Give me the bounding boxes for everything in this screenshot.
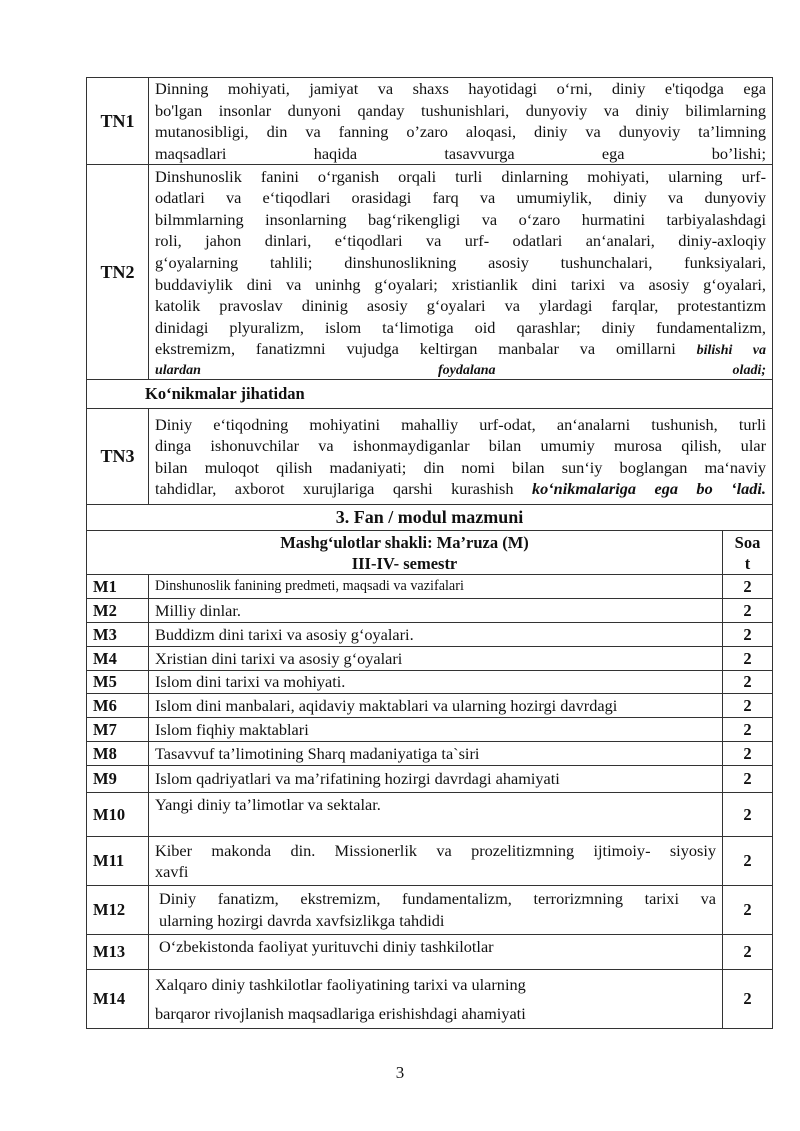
table-row (87, 970, 773, 1029)
outcome-line: Dinshunoslik fanini o‘rganish orqali turli dinlarning mohiyati, ularning urf- (155, 166, 766, 186)
module-code: M6 (87, 694, 149, 718)
outcome-text (149, 409, 773, 505)
table-row (87, 718, 773, 742)
outcome-row (87, 78, 773, 165)
module-title-line: Diniy fanatizm, ekstremizm, fundamentalizm, terrorizmning tarixi va (159, 889, 716, 908)
outcome-line: Dinning mohiyati, jamiyat va shaxs hayotidagi o‘rni, diniy e'tiqodga ega (155, 79, 766, 98)
skills-heading-row (87, 380, 773, 409)
table-row (87, 599, 773, 623)
outcome-line-plain: ekstremizm, fanatizmni vujudga keltirgan manbalar va omillarni (155, 339, 676, 359)
module-title: O‘zbekistonda faoliyat yurituvchi diniy tashkilotlar (149, 935, 723, 970)
outcome-line: buddaviylik dini va uninhg g‘oyalari; xristianlik dini tarixi va asosiy g‘oyalari, (155, 274, 766, 294)
module-code: M8 (87, 742, 149, 766)
outcome-text (149, 78, 773, 165)
module-title (149, 970, 723, 1029)
module-hours: 2 (723, 766, 773, 793)
outcome-code: TN1 (87, 78, 149, 165)
outcome-row (87, 165, 773, 380)
table-header-row (87, 531, 773, 575)
table-row (87, 766, 773, 793)
hours-header-line: t (744, 553, 751, 573)
module-hours: 2 (723, 837, 773, 886)
module-title: Milliy dinlar. (149, 599, 723, 623)
module-code: M2 (87, 599, 149, 623)
module-title-line: xavfi (155, 862, 189, 881)
outcome-row (87, 409, 773, 505)
module-hours: 2 (723, 647, 773, 671)
table-row (87, 623, 773, 647)
module-code: M10 (87, 793, 149, 837)
module-code: M14 (87, 970, 149, 1029)
module-code: M9 (87, 766, 149, 793)
section-title-row (87, 505, 773, 531)
outcome-code: TN3 (87, 409, 149, 505)
lesson-form-label: Mashg‘ulotlar shakli: Ma’ruza (M) (280, 532, 529, 552)
module-title: Islom dini tarixi va mohiyati. (149, 671, 723, 694)
outcome-line: dinidagi plyuralizm, islom ta‘limotiga oid qarashlar; diniy fundamentalizm, (155, 317, 766, 337)
module-code: M4 (87, 647, 149, 671)
outcome-line: roli, jahon dinlari, e‘tiqodlari va urf- odatlari an‘analari, diniy-axloqiy (155, 231, 766, 251)
module-title: Dinshunoslik fanining predmeti, maqsadi va vazifalari (149, 575, 723, 599)
table-row (87, 886, 773, 935)
module-title-line: barqaror rivojlanish maqsadlariga erishishdagi ahamiyati (155, 1004, 526, 1023)
module-title: Yangi diniy ta’limotlar va sektalar. (149, 793, 723, 837)
outcome-text (149, 165, 773, 380)
module-title: Tasavvuf ta’limotining Sharq madaniyatiga ta`siri (149, 742, 723, 766)
table-row (87, 935, 773, 970)
table-row (87, 647, 773, 671)
outcome-line (155, 478, 766, 500)
module-hours: 2 (723, 935, 773, 970)
module-title: Xristian dini tarixi va asosiy g‘oyalari (149, 647, 723, 671)
module-title: Islom dini manbalari, aqidaviy maktablari va ularning hozirgi davrdagi (149, 694, 723, 718)
skills-heading: Ko‘nikmalar jihatidan (87, 380, 773, 409)
outcome-line: bilan muloqot qilish madaniyati; din nomi bilan sun‘iy boglangan ma‘naviy (155, 457, 766, 477)
module-code: M13 (87, 935, 149, 970)
module-hours: 2 (723, 623, 773, 647)
hours-header-line: Soa (734, 532, 761, 552)
module-hours: 2 (723, 793, 773, 837)
module-hours: 2 (723, 718, 773, 742)
table-row (87, 837, 773, 886)
table-row (87, 575, 773, 599)
lesson-form-header (87, 531, 723, 575)
module-hours: 2 (723, 886, 773, 935)
outcome-line: dinga ishonuvchilar va ishonmaydiganlar bilan umumiy murosa qilish, ular (155, 436, 766, 456)
module-title-line: Xalqaro diniy tashkilotlar faoliyatining tarixi va ularning (155, 975, 526, 994)
module-code: M3 (87, 623, 149, 647)
module-code: M1 (87, 575, 149, 599)
table-row (87, 671, 773, 694)
outcome-line: bo'lgan insonlar dunyoni qanday tushunishlari, dunyoviy va diniy bilimlarning (155, 100, 766, 120)
outcome-line: bilmmlarning insonlarning bag‘rikengligi va o‘zaro hurmatini tarbiyalashdagi (155, 209, 766, 229)
learning-outcomes-table (86, 77, 773, 505)
module-title-line: Kiber makonda din. Missionerlik va prozelitizmning ijtimoiy- siyosiy (155, 841, 716, 860)
module-code: M7 (87, 718, 149, 742)
module-hours: 2 (723, 970, 773, 1029)
outcome-line: g‘oyalarning tahlili; dinshunoslikning asosiy tushunchalari, funksiyalari, (155, 253, 766, 273)
outcome-line: Diniy e‘tiqodning mohiyatini mahalliy urf-odat, an‘analarni tushunish, turli (155, 414, 766, 434)
module-hours: 2 (723, 575, 773, 599)
module-hours: 2 (723, 742, 773, 766)
emphasis-text: ko‘nikmalariga ega bo ‘ladi. (531, 479, 766, 499)
outcome-code: TN2 (87, 165, 149, 380)
hours-header (723, 531, 773, 575)
page-number: 3 (395, 1063, 405, 1082)
module-code: M11 (87, 837, 149, 886)
outcome-line: maqsadlari haqida tasavvurga ega bo’lishi; (155, 143, 766, 163)
table-row (87, 742, 773, 766)
module-title: Islom fiqhiy maktablari (149, 718, 723, 742)
outcome-line-plain: tahdidlar, axborot xurujlariga qarshi kurashish (155, 479, 514, 499)
module-title: Islom qadriyatlari va ma’rifatining hozirgi davrdagi ahamiyati (149, 766, 723, 793)
semester-label: III-IV- semestr (351, 553, 458, 573)
outcome-line: odatlari va e‘tiqodlari orasidagi farq va umumiylik, diniy va dunyoviy (155, 188, 766, 208)
module-hours: 2 (723, 671, 773, 694)
emphasis-text: bilishi va (696, 343, 766, 359)
module-title: Buddizm dini tarixi va asosiy g‘oyalari. (149, 623, 723, 647)
outcome-line: mutanosibligi, din va fanning o’zaro aloqasi, diniy va dunyoviy ta’limning (155, 122, 766, 142)
table-row (87, 694, 773, 718)
module-title (149, 837, 723, 886)
outcome-line: katolik pravoslav dininig asosiy g‘oyalari va ylardagi farqlar, protestantizm (155, 296, 766, 316)
module-content-table (86, 504, 773, 1029)
outcome-line (155, 338, 766, 362)
module-code: M5 (87, 671, 149, 694)
emphasis-text: ulardan foydalana oladi; (155, 363, 766, 379)
table-row (87, 793, 773, 837)
module-title (149, 886, 723, 935)
module-code: M12 (87, 886, 149, 935)
section-title: 3. Fan / modul mazmuni (87, 505, 773, 531)
module-title-line: ularning hozirgi davrda xavfsizlikga tahdidi (159, 911, 445, 930)
module-hours: 2 (723, 694, 773, 718)
module-hours: 2 (723, 599, 773, 623)
